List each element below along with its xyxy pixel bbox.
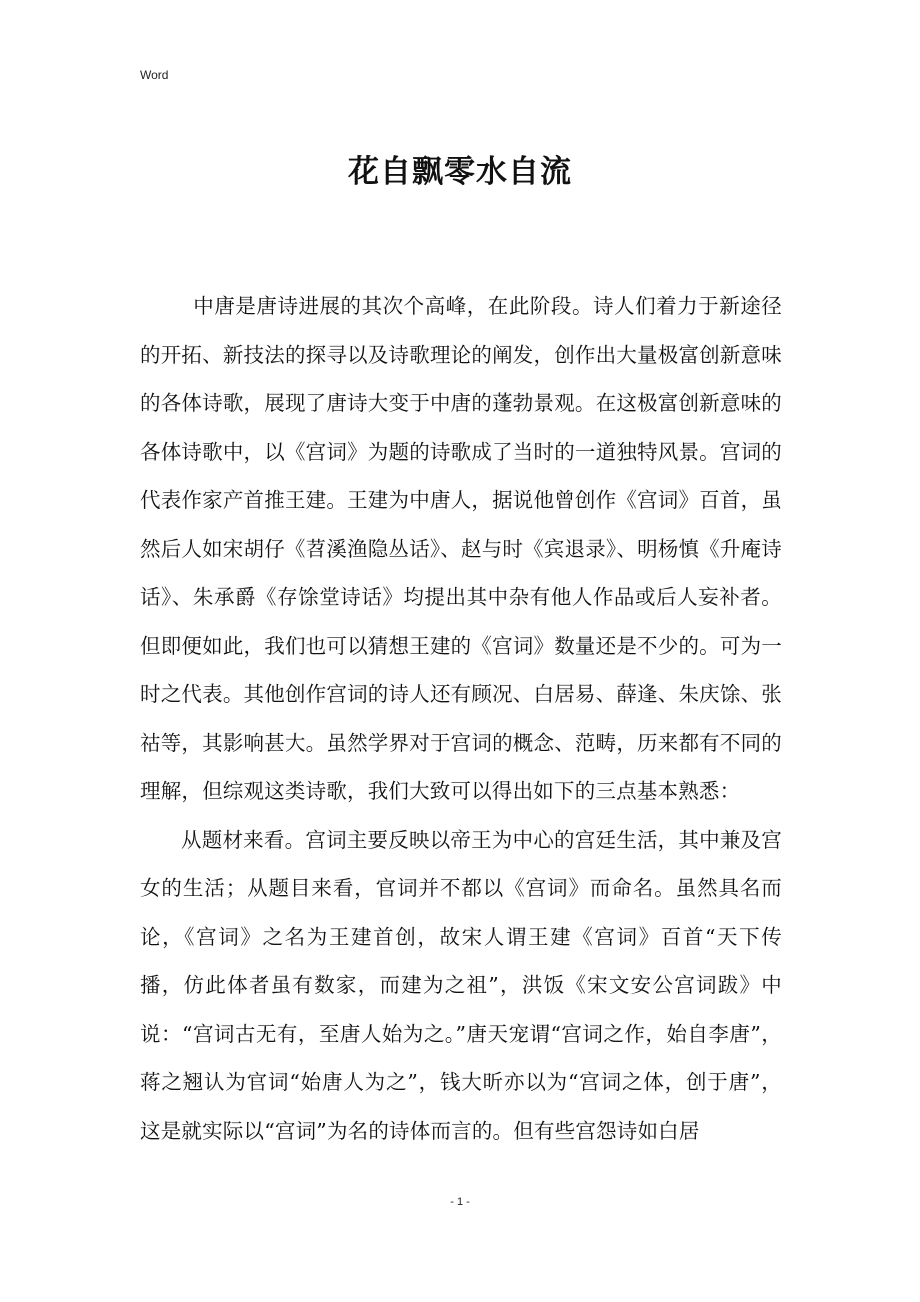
page-number: - 1 - [450, 1196, 470, 1208]
document-title: 花自飘零水自流 [348, 154, 572, 190]
paragraph-1: 中唐是唐诗进展的其次个高峰，在此阶段。诗人们着力于新途径的开拓、新技法的探寻以及诗歌理论的阐发，创作出大量极富创新意味的各体诗歌，展现了唐诗大变于中唐的蓬勃景观。在这极富创新意味的各体诗歌中，以《宫词》为题的诗歌成了当时的一道独特风景。宫词的代表作家产首推王建。王建为中唐人，据说他曾创作《宫词》百首，虽然后人如宋胡仔《苕溪渔隐丛话》、赵与时《宾退录》、明杨慎《升庵诗话》、朱承爵《存馀堂诗话》均提出其中杂有他人作品或后人妄补者。但即便如此，我们也可以猜想王建的《宫词》数量还是不少的。可为一时之代表。其他创作宫词的诗人还有顾况、白居易、薛逢、朱庆馀、张祜等，其影响甚大。虽然学界对于宫词的概念、范畴，历来都有不同的理解，但综观这类诗歌，我们大致可以得出如下的三点基本熟悉： [140, 294, 782, 803]
paragraph-2: 从题材来看。宫词主要反映以帝王为中心的宫廷生活，其中兼及宫女的生活；从题目来看，官词并不都以《宫词》而命名。虽然具名而论，《宫词》之名为王建首创，故宋人谓王建《宫词》百首“天下传播，仿此体者虽有数家，而建为之祖”，洪饭《宋文安公宫词跋》中说：“宫词古无有，至唐人始为之。”唐天宠谓“宫词之作，始自李唐”，蒋之翘认为官词“始唐人为之”，钱大昕亦以为“宫词之体，创于唐”，这是就实际以“宫词”为名的诗体而言的。但有些宫怨诗如白居 [140, 827, 782, 1143]
header-label: Word [140, 68, 169, 82]
document-body [140, 282, 782, 1155]
